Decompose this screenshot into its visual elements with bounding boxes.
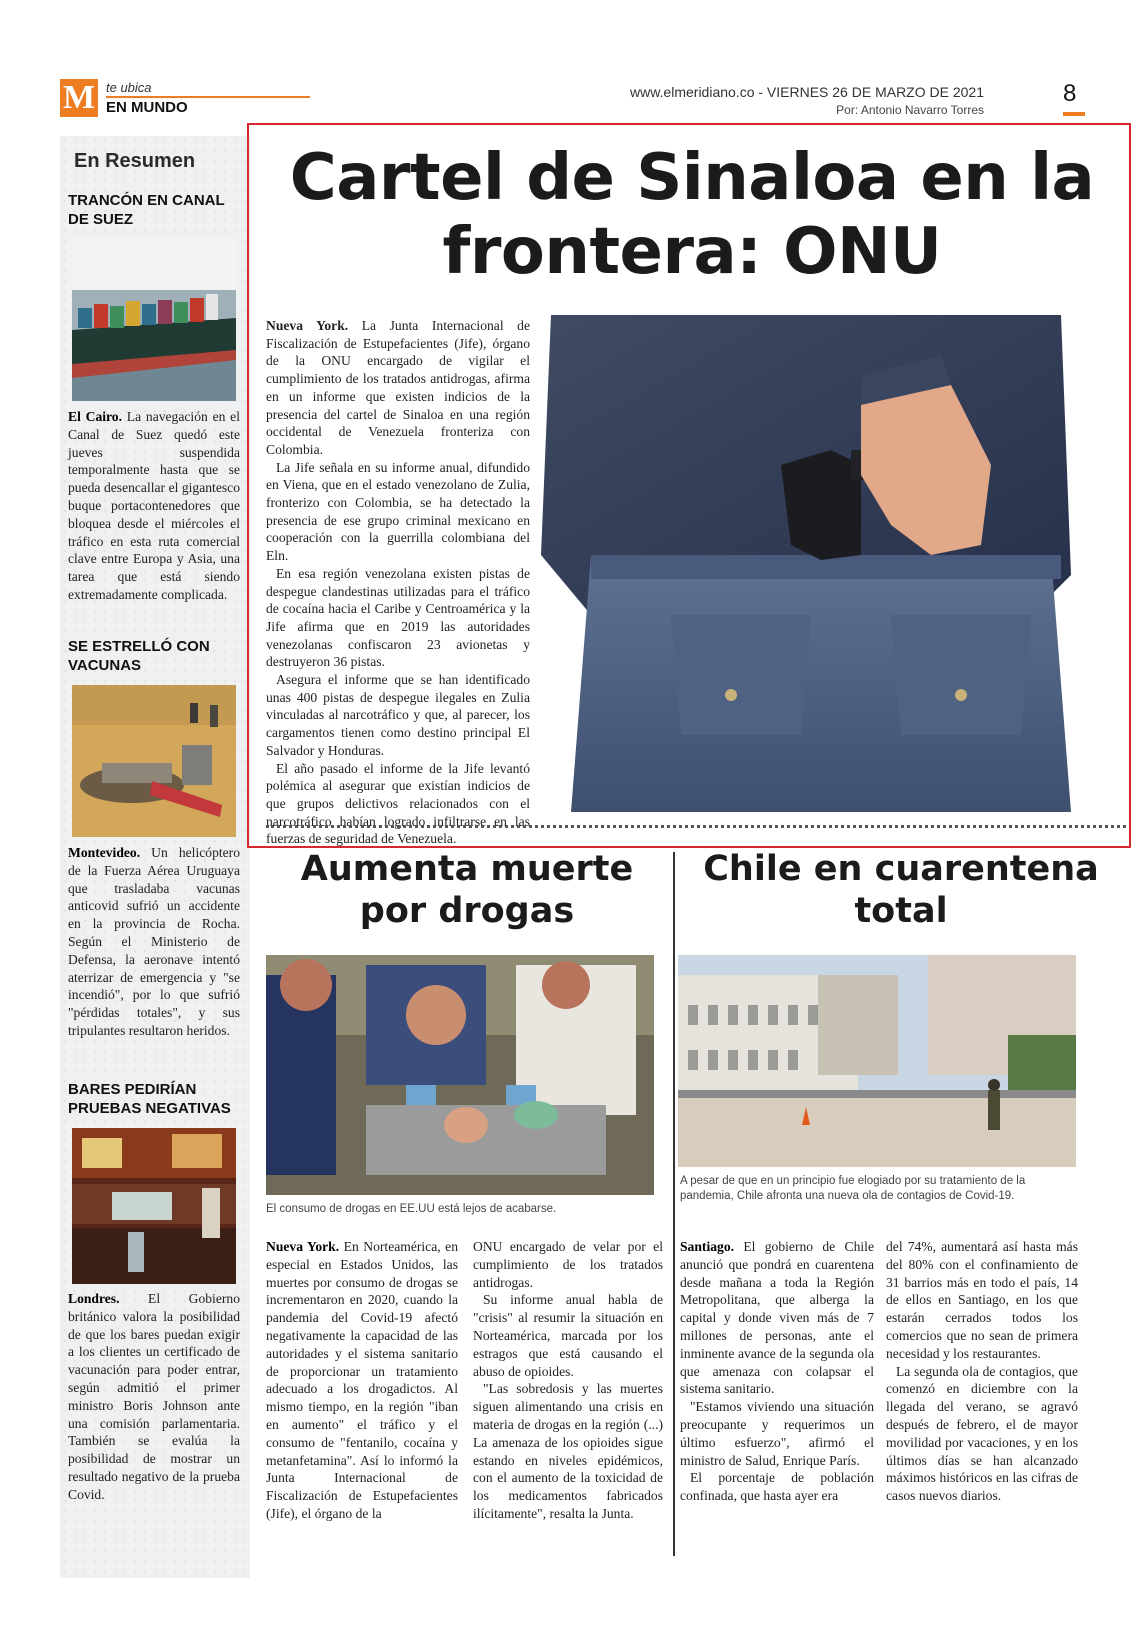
section-name: EN MUNDO bbox=[106, 99, 188, 116]
story-headline-drugs[interactable]: Aumenta muerte por drogas bbox=[300, 849, 634, 931]
story-headline-chile[interactable]: Chile en cuarentena total bbox=[703, 849, 1099, 931]
paramedics-photo bbox=[266, 955, 654, 1195]
sidebar-heading-bars: BARES PEDIRÍAN PRUEBAS NEGATIVAS bbox=[68, 1081, 231, 1117]
tagline: te ubica bbox=[106, 80, 152, 95]
container-ship-photo bbox=[72, 238, 236, 401]
story-drugs-column-2: ONU encargado de velar por el cumplimiento de los tratados antidrogas. Su informe anual habla de "crisis" al resumir la situación en Norteamérica, marcada por los estragos que está causando el abuso de opioides. "Las sobredosis y las muertes siguen alimentando una crisis en materia de drogas en la región (...) La amenaza de los opioides sigue estando en niveles epidémicos, con el aumento de la toxicidad de los medicamentos fabricados ilícitamente", resalta la Junta. bbox=[473, 1239, 663, 1521]
story-chile-column-1: Santiago. El gobierno de Chile anunció que pondrá en cuarentena desde mañana a toda la Región Metropolitana, que alberga la capital y donde viven más de 7 millones de personas, ante el inminente avance de la segunda ola que amenaza con colapsar el sistema sanitario. "Estamos viviendo una situación preocupante y requerimos un último esfuerzo", afirmó el ministro de Salud, Enrique París. El porcentaje de población confinada, que hasta ayer era bbox=[680, 1239, 874, 1504]
feature-article-body bbox=[266, 317, 530, 848]
santiago-plaza-photo bbox=[678, 955, 1076, 1167]
sidebar-text-suez: El Cairo. La navegación en el Canal de Suez quedó este jueves suspendida temporalmente hasta que se pueda desencallar el gigantesco buque portacontenedores que bloquea desde el miércoles el tráfico en esta ruta comercial clave entre Europa y Asia, una tarea que está siendo extremadamente complicada. bbox=[68, 409, 240, 602]
hidden-gun-photo bbox=[531, 315, 1082, 812]
sidebar-title: En Resumen bbox=[74, 150, 196, 172]
column-divider bbox=[673, 852, 675, 1556]
page-number: 8 bbox=[1063, 80, 1077, 107]
dateline: El Cairo. bbox=[68, 409, 122, 424]
story-drugs-column-1: Nueva York. En Norteamérica, en especial en Estados Unidos, las muertes por consumo de drogas se incrementaron en 2020, cuando la pandemia del Covid-19 afectó negativamente la capacidad de las autoridades y el sistema sanitario de proporcionar un tratamiento adecuado a los drogadictos. Al mismo tiempo, en la región "iban en aumento" el tráfico y el consumo de "fentanilo, cocaína y metanfetamina". Así lo informó la Junta Internacional de Fiscalización de Estupefacientes (Jife), el órgano de la bbox=[266, 1239, 458, 1521]
helicopter-wreck-photo bbox=[72, 685, 236, 837]
sidebar-heading-suez: TRANCÓN EN CANAL DE SUEZ bbox=[68, 192, 225, 228]
story-chile-column-2: del 74%, aumentará así hasta más del 80% con el confinamiento de 31 barrios más en todo el país, 14 de ellos en Santiago, en los que estarán cerrados todos los comercios que no sean de primera necesidad y los restaurantes. La segunda ola de contagios, que comenzó en diciembre con la llegada del verano, se agravó después de febrero, el de mayor movilidad por vacaciones, y en los últimos días se han alcanzado máximos históricos en las cifras de casos nuevos diarios. bbox=[886, 1239, 1078, 1504]
feature-paragraph: El año pasado el informe de la Jife levantó polémica al asegurar que existían indicios de que grupos delictivos relacionados con el narcotráfico habían logrado infiltrarse en las fuerzas de seguridad de Venezuela. bbox=[266, 760, 530, 847]
author-byline: Por: Antonio Navarro Torres bbox=[836, 103, 984, 117]
feature-paragraph: Nueva York. La Junta Internacional de Fiscalización de Estupefacientes (Jife), órgano de la ONU encargado de vigilar el cumplimiento de los tratados antidrogas, afirma en un informe que existen indicios de la presencia del cartel de Sinaloa en una región occidental de Venezuela fronteriza con Colombia. bbox=[266, 318, 530, 457]
sidebar-heading-helicopter: SE ESTRELLÓ CON VACUNAS bbox=[68, 638, 210, 674]
header-rule bbox=[106, 96, 310, 98]
caption-chile: A pesar de que en un principio fue elogiado por su tratamiento de la pandemia, Chile afronta una nueva ola de contagios de Covid-19. bbox=[680, 1175, 1026, 1202]
dateline: Nueva York. bbox=[266, 318, 349, 333]
dateline: Santiago. bbox=[680, 1239, 735, 1254]
sidebar-text-helicopter: Montevideo. Un helicóptero de la Fuerza Aérea Uruguaya que trasladaba vacunas anticovid sufrió un accidente en la provincia de Rocha. Según el Ministerio de Defensa, la aeronave intentó aterrizar de emergencia y "se incendió", por lo que sufrió "pérdidas totales", y sus tripulantes resultaron heridos. bbox=[68, 845, 240, 1038]
bar-interior-photo bbox=[72, 1128, 236, 1284]
sidebar-text-bars: Londres. El Gobierno británico valora la posibilidad de que los bares puedan exigir a los clientes un certificado de vacunación para poder entrar, según admitió el primer ministro Boris Johnson ante una comisión parlamentaria. También se evalúa la posibilidad de mostrar un resultado negativo de la prueba Covid. bbox=[68, 1291, 240, 1502]
newspaper-logo[interactable]: M bbox=[60, 79, 98, 117]
feature-paragraph: En esa región venezolana existen pistas de despegue clandestinas utilizadas para el tráfico de cocaína hacia el Caribe y Centroamérica y la Jife afirma que en 2019 las autoridades venezolanas confiscaron 23 avionetas y destruyeron 36 pistas. bbox=[266, 565, 530, 670]
feature-paragraph: La Jife señala en su informe anual, difundido en Viena, que en el estado venezolano de Zulia, fronterizo con Colombia, se ha detectado la presencia de ese grupo criminal mexicano en cooperación con la guerrilla colombiana del Eln. bbox=[266, 459, 530, 564]
site-and-date: www.elmeridiano.co - VIERNES 26 DE MARZO DE 2021 bbox=[629, 84, 984, 100]
feature-headline[interactable]: Cartel de Sinaloa en la frontera: ONU bbox=[289, 141, 1095, 289]
caption-drugs: El consumo de drogas en EE.UU está lejos de acabarse. bbox=[266, 1203, 557, 1215]
feature-paragraph: Asegura el informe que se han identificado unas 400 pistas de despegue ilegales en Zulia vinculadas al narcotráfico y que, al parecer, los cargamentos tienen como destino principal El Salvador y Honduras. bbox=[266, 672, 530, 758]
dateline: Londres. bbox=[68, 1291, 120, 1306]
dateline: Montevideo. bbox=[68, 845, 141, 860]
dateline: Nueva York. bbox=[266, 1239, 340, 1254]
page-number-underline bbox=[1063, 112, 1085, 116]
feature-dotted-rule bbox=[266, 825, 1126, 828]
